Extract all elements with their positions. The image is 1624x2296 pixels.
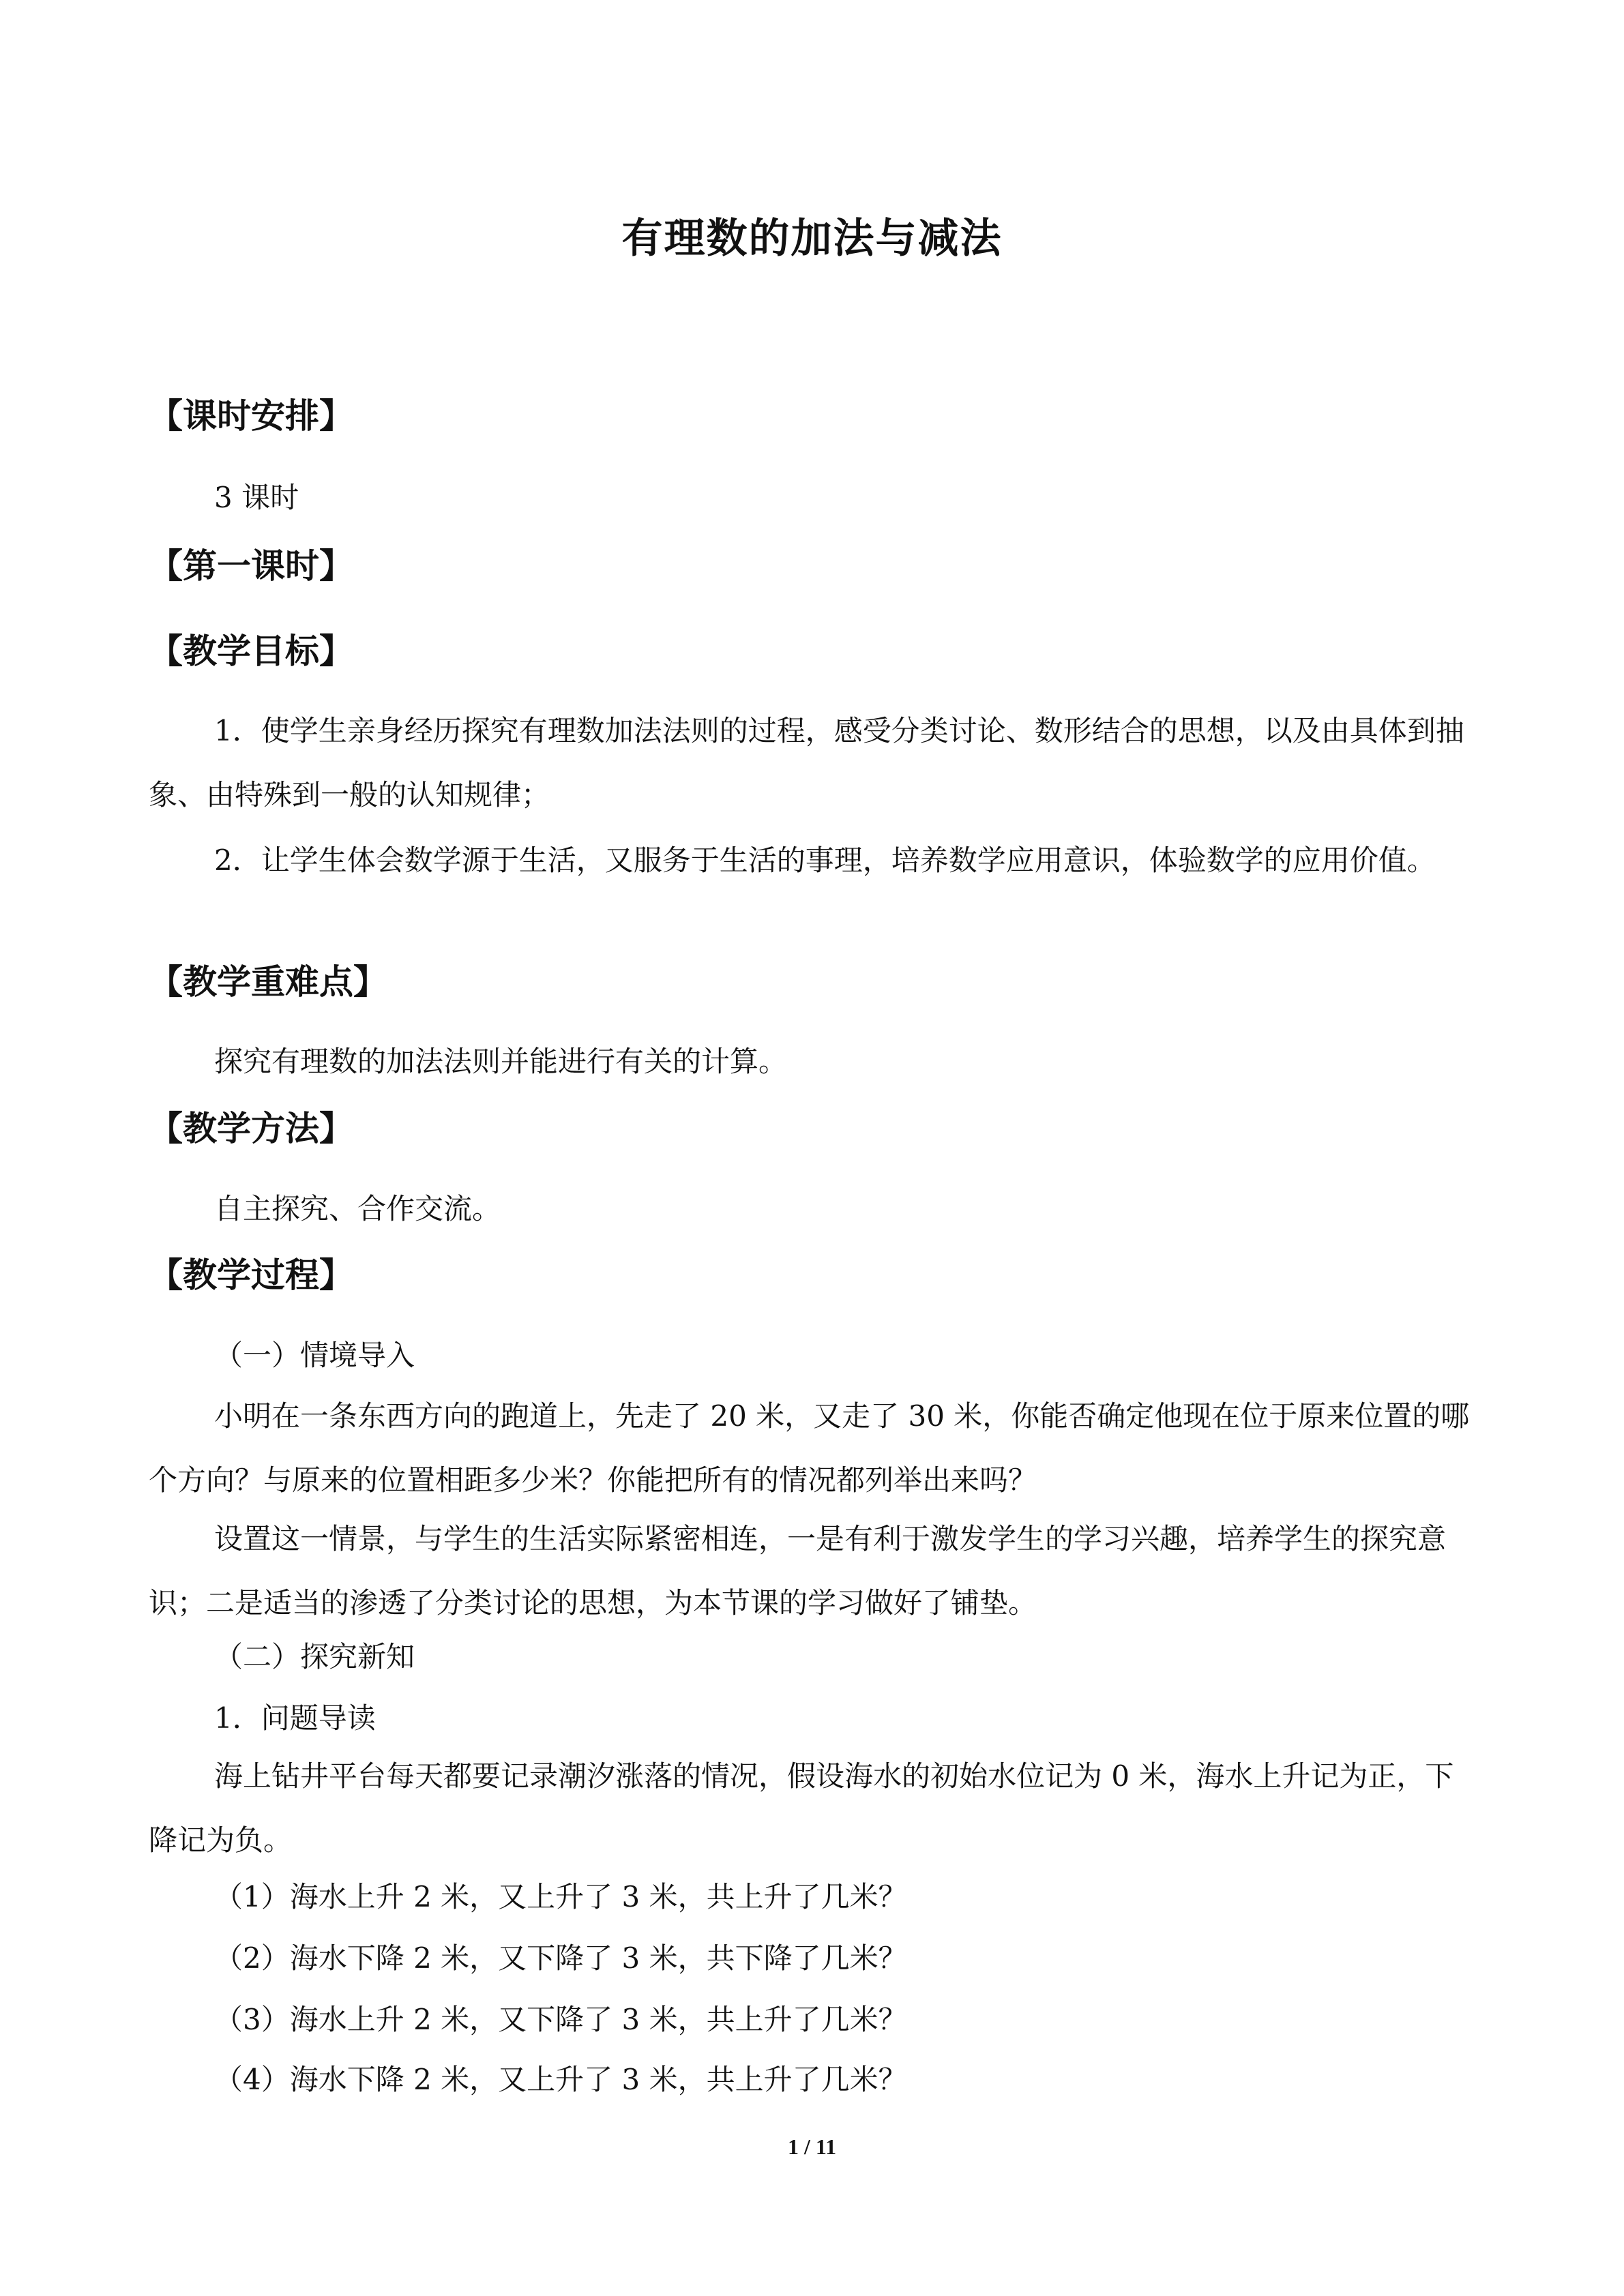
problem-label: 1．问题导读 <box>214 1701 376 1735</box>
heading-process: 【教学过程】 <box>149 1255 353 1295</box>
heading-key-points: 【教学重难点】 <box>149 962 387 1002</box>
heading-objectives: 【教学目标】 <box>149 631 353 671</box>
part1-paragraph-1: 小明在一条东西方向的跑道上，先走了 20 米，又走了 30 米，你能否确定他现在位于原来位置的哪个方向？与原来的位置相距多少米？你能把所有的情况都列举出来吗？ <box>149 1399 1470 1497</box>
key-points-text: 探究有理数的加法法则并能进行有关的计算。 <box>214 1045 788 1078</box>
methods-text: 自主探究、合作交流。 <box>214 1192 501 1225</box>
part2-label: （二）探究新知 <box>214 1640 415 1673</box>
heading-first-lesson: 【第一课时】 <box>149 546 353 586</box>
schedule-text: 3 课时 <box>214 481 299 514</box>
part1-label: （一）情境导入 <box>214 1339 415 1372</box>
problem-intro: 海上钻井平台每天都要记录潮汐涨落的情况，假设海水的初始水位记为 0 米，海水上升记为正，下降记为负。 <box>149 1759 1454 1857</box>
question-3: （3）海水上升 2 米，又下降了 3 米，共上升了几米？ <box>214 2003 907 2036</box>
heading-methods: 【教学方法】 <box>149 1109 353 1148</box>
objective-1: 1．使学生亲身经历探究有理数加法法则的过程，感受分类讨论、数形结合的思想，以及由具体到抽象、由特殊到一般的认知规律； <box>149 714 1464 811</box>
question-4: （4）海水下降 2 米，又上升了 3 米，共上升了几米？ <box>214 2063 907 2096</box>
objective-2: 2．让学生体会数学源于生活，又服务于生活的事理，培养数学应用意识，体验数学的应用价值。 <box>214 844 1436 877</box>
question-1: （1）海水上升 2 米，又上升了 3 米，共上升了几米？ <box>214 1880 907 1913</box>
document-title: 有理数的加法与减法 <box>621 215 1003 263</box>
question-2: （2）海水下降 2 米，又下降了 3 米，共下降了几米？ <box>214 1941 907 1975</box>
page-number: 1 / 11 <box>787 2134 837 2159</box>
heading-schedule: 【课时安排】 <box>149 396 353 436</box>
part1-paragraph-2: 设置这一情景，与学生的生活实际紧密相连，一是有利于激发学生的学习兴趣，培养学生的探究意识；二是适当的渗透了分类讨论的思想，为本节课的学习做好了铺垫。 <box>149 1522 1447 1620</box>
